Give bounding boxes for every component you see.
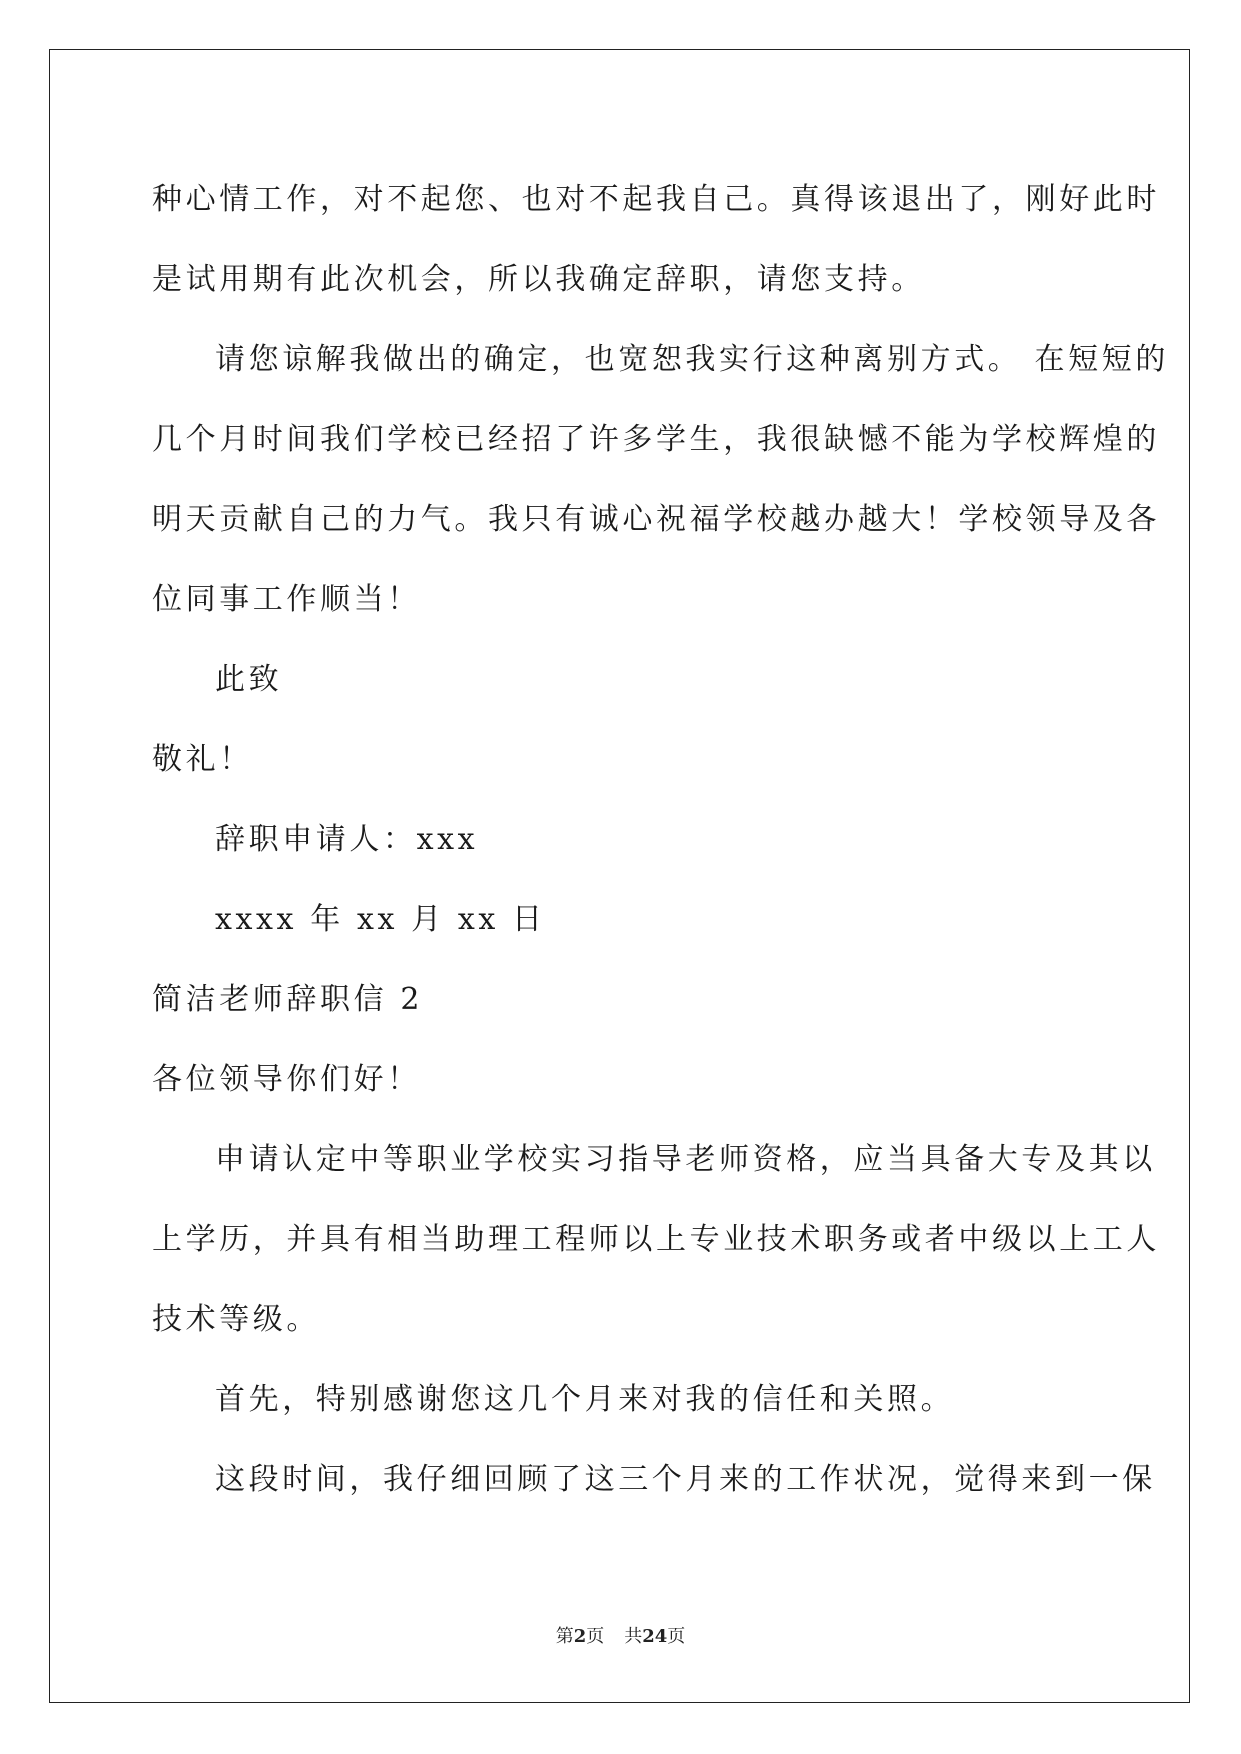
text-line: 上学历，并具有相当助理工程师以上专业技术职务或者中级以上工人 [152, 1222, 1160, 1257]
text-line: 请您谅解我做出的确定，也宽恕我实行这种离别方式。 在短短的 [215, 342, 1169, 377]
current-page-number: 2 [573, 1626, 587, 1647]
greeting: 各位领导你们好！ [152, 1062, 421, 1097]
text-line: 技术等级。 [152, 1302, 320, 1337]
closing-regards: 敬礼！ [152, 742, 253, 777]
closing-salutation: 此致 [215, 662, 283, 697]
text-line: 这段时间，我仔细回顾了这三个月来的工作状况，觉得来到一保 [215, 1462, 1156, 1497]
text-line: 种心情工作，对不起您、也对不起我自己。真得该退出了，刚好此时 [152, 182, 1160, 217]
total-prefix: 共 [624, 1626, 643, 1647]
total-pages-number: 24 [642, 1626, 668, 1647]
page-prefix: 第 [555, 1626, 574, 1647]
total-suffix: 页 [667, 1626, 686, 1647]
page-footer [0, 1625, 1241, 1649]
text-line: 首先，特别感谢您这几个月来对我的信任和关照。 [215, 1382, 955, 1417]
text-line: 几个月时间我们学校已经招了许多学生，我很缺憾不能为学校辉煌的 [152, 422, 1160, 457]
section-title: 简洁老师辞职信 2 [152, 982, 424, 1017]
document-body [152, 160, 1169, 1520]
text-line: 申请认定中等职业学校实习指导老师资格，应当具备大专及其以 [215, 1142, 1156, 1177]
text-line: 明天贡献自己的力气。我只有诚心祝福学校越办越大！学校领导及各 [152, 502, 1160, 537]
page-suffix: 页 [586, 1626, 605, 1647]
signature-applicant: 辞职申请人：xxx [215, 822, 479, 857]
text-line: 是试用期有此次机会，所以我确定辞职，请您支持。 [152, 262, 925, 297]
signature-date: xxxx 年 xx 月 xx 日 [215, 902, 546, 937]
text-line: 位同事工作顺当！ [152, 582, 421, 617]
